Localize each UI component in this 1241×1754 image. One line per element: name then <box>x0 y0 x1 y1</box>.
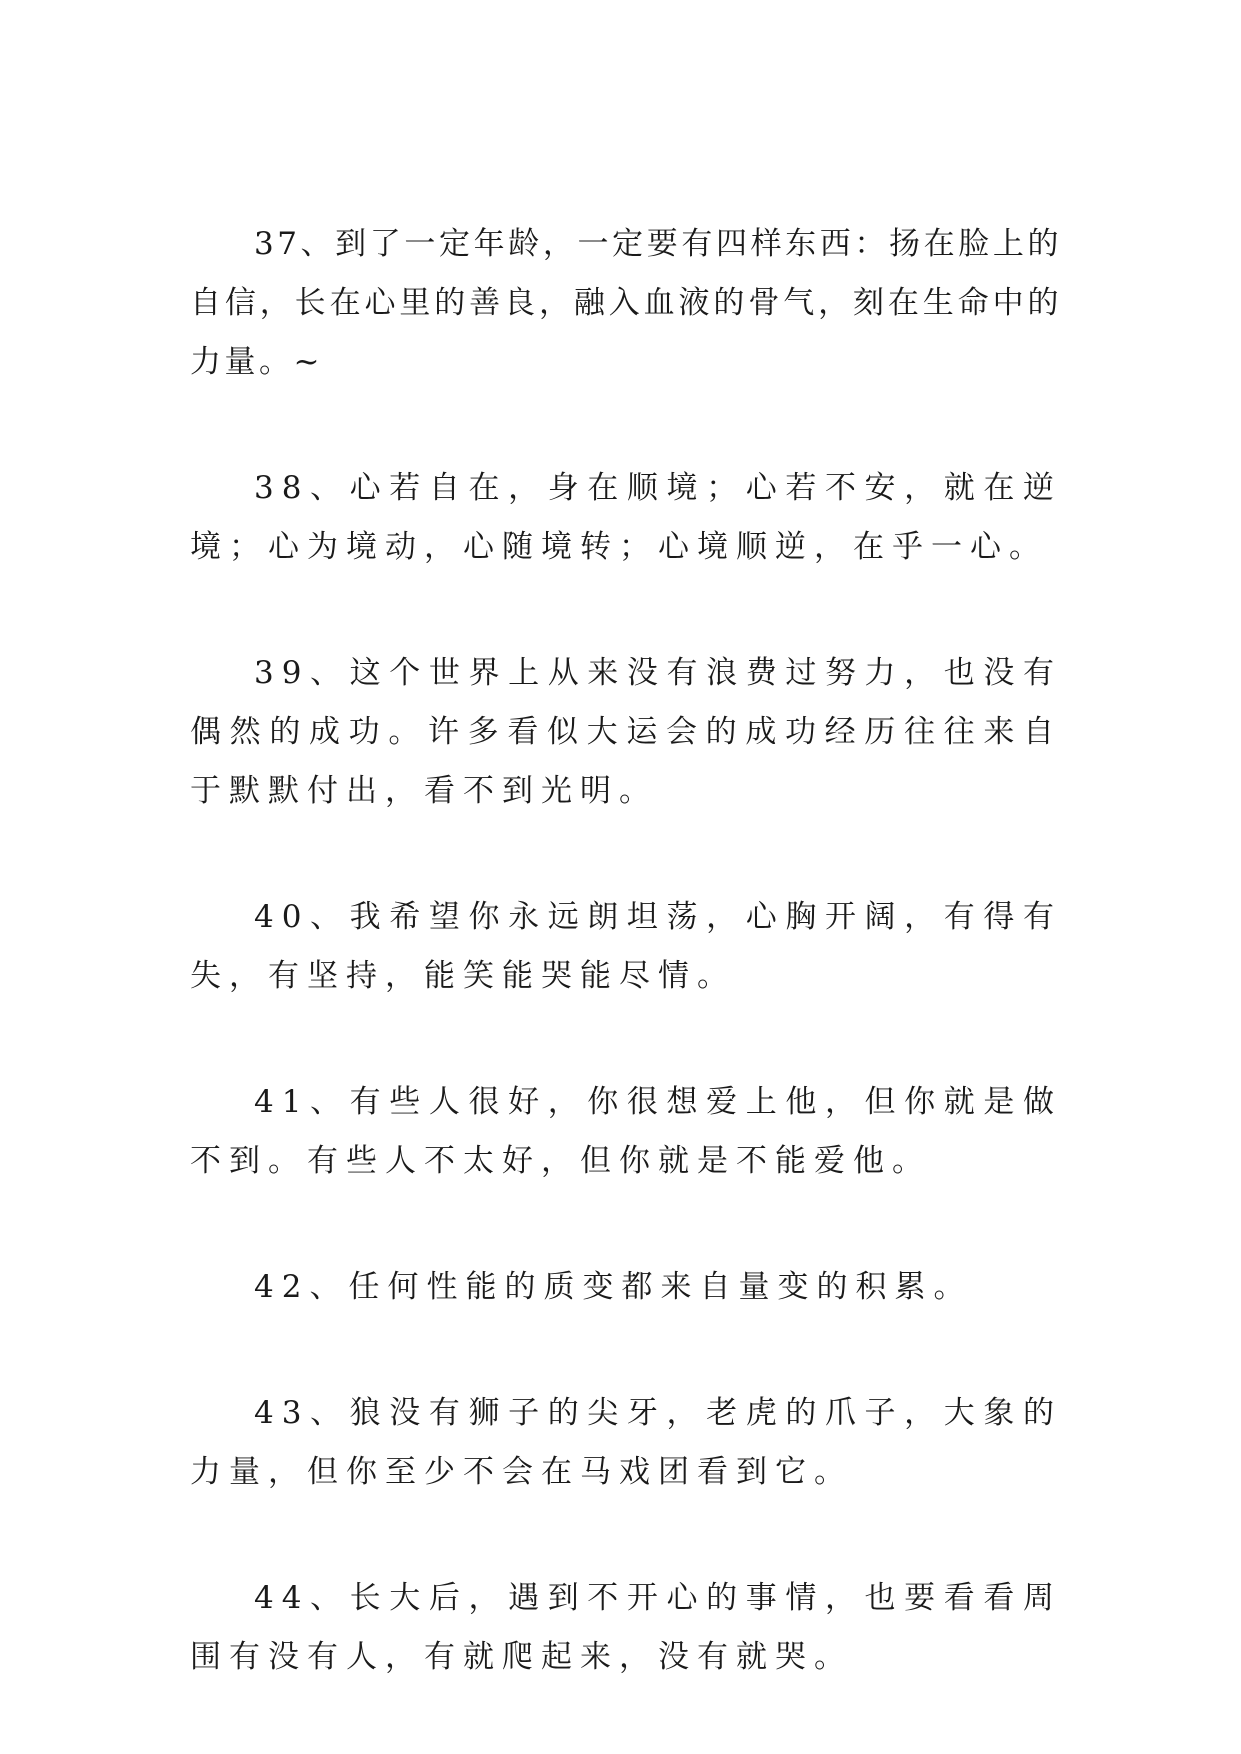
paragraph-39: 39、这个世界上从来没有浪费过努力，也没有偶然的成功。许多看似大运会的成功经历往往来自于默默付出，看不到光明。 <box>190 655 1062 809</box>
paragraph-40: 40、我希望你永远朗坦荡，心胸开阔，有得有失，有坚持，能笑能哭能尽情。 <box>190 899 1062 994</box>
paragraph-42: 42、任何性能的质变都来自量变的积累。 <box>254 1269 973 1305</box>
paragraph-41: 41、有些人很好，你很想爱上他，但你就是做不到。有些人不太好，但你就是不能爱他。 <box>190 1084 1062 1179</box>
paragraph-44: 44、长大后，遇到不开心的事情，也要看看周围有没有人，有就爬起来，没有就哭。 <box>190 1580 1062 1675</box>
document-body <box>190 215 1062 1754</box>
paragraph-43: 43、狼没有狮子的尖牙，老虎的爪子，大象的力量，但你至少不会在马戏团看到它。 <box>190 1395 1062 1490</box>
paragraph-38: 38、心若自在，身在顺境；心若不安，就在逆境；心为境动，心随境转；心境顺逆，在乎一心。 <box>190 470 1062 565</box>
paragraph-37: 37、到了一定年龄，一定要有四样东西：扬在脸上的自信，长在心里的善良，融入血液的骨气，刻在生命中的力量。~ <box>190 226 1062 380</box>
